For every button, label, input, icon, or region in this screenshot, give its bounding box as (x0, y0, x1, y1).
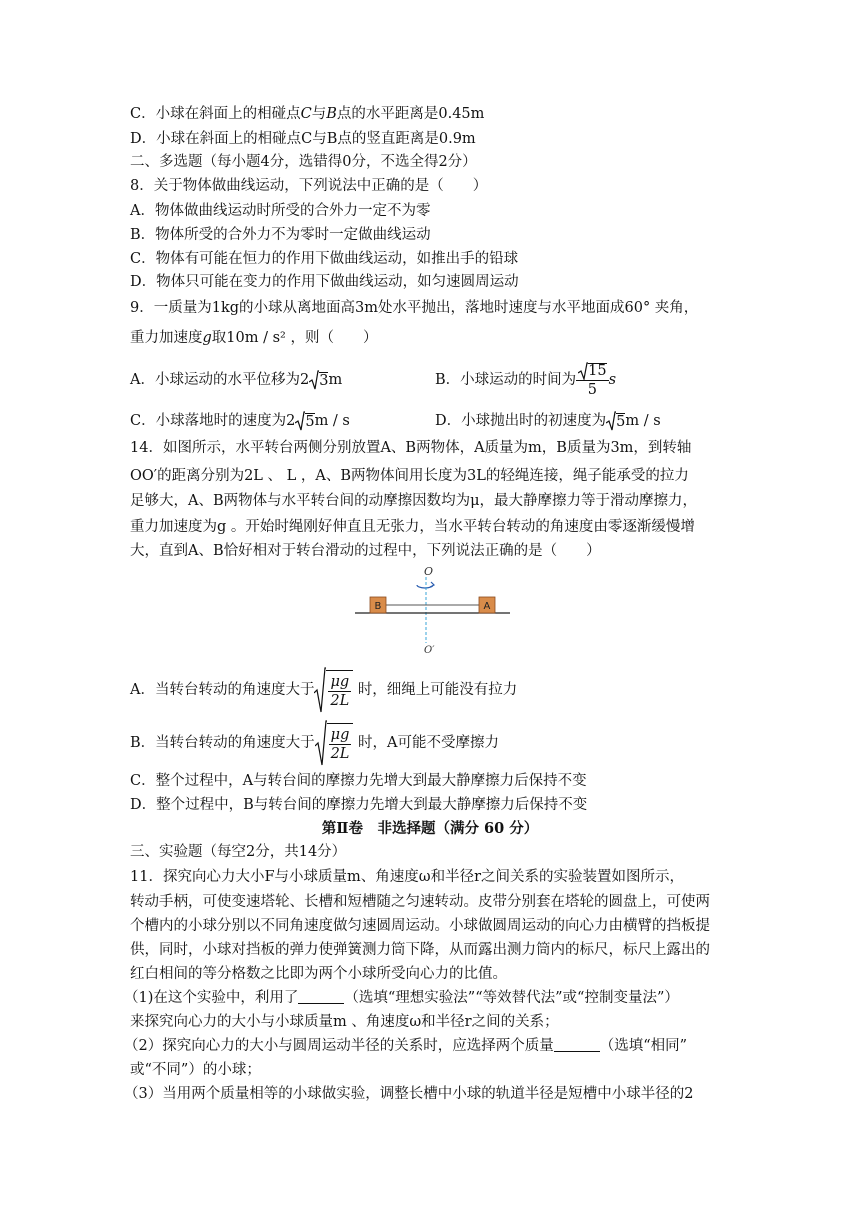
q7-option-c: C．小球在斜面上的相碰点C与B点的水平距离是0.45m (130, 106, 485, 122)
section-multiple-choice: 二、多选题（每小题4分，选错得0分，不选全得2分） (130, 154, 477, 170)
q8-option-c: C．物体有可能在恒力的作用下做曲线运动，如推出手的铅球 (130, 251, 519, 267)
q11-stem-line2: 转动手柄，可使变速塔轮、长槽和短槽随之匀速转动。皮带分别套在塔轮的圆盘上，可使两 (130, 894, 710, 910)
q9-option-c: C．小球落地时的速度为2 5 m / s (130, 413, 350, 430)
axis-label-bottom: O′ (424, 645, 435, 656)
q14-option-a: A．当转台转动的角速度大于 $\frac{\mu g}{2L}$ 时，细绳上可能没有拉力 (130, 663, 730, 717)
q14-option-b: B．当转台转动的角速度大于 $\frac{\mu g}{2L}$ 时，A可能不受摩擦力 (130, 716, 730, 770)
sqrt-sign-icon (314, 667, 326, 713)
sqrt-sign-icon (295, 411, 305, 431)
q14-stem-line5: 大，直到A、B恰好相对于转台滑动的过程中，下列说法正确的是（ ） (130, 543, 601, 559)
q7-option-d: D．小球在斜面上的相碰点C与B点的竖直距离是0.9m (130, 131, 476, 147)
q11-subq2-line1: （2）探究向心力的大小与圆周运动半径的关系时，应选择两个质量 （选填“相同” (124, 1038, 688, 1054)
q11-subq3-line1: （3）当用两个质量相等的小球做实验，调整长槽中小球的轨道半径是短槽中小球半径的2 (124, 1086, 694, 1102)
sqrt-sign-icon (578, 362, 588, 380)
q9-option-b: B．小球运动的时间为 $\frac{15}{5}$ s (435, 362, 617, 398)
q14-option-d: D．整个过程中，B与转台间的摩擦力先增大到最大静摩擦力后保持不变 (130, 797, 588, 813)
sqrt-sign-icon (309, 370, 319, 390)
section-experiment: 三、实验题（每空2分，共14分） (130, 844, 347, 860)
q14-stem-line4: 重力加速度为g 。开始时绳刚好伸直且无张力，当水平转台转动的角速度由零逐渐缓慢增 (130, 519, 695, 535)
q9-option-d: D．小球抛出时的初速度为 5 m / s (435, 413, 661, 430)
q9-option-a: A．小球运动的水平位移为2 3 m (130, 372, 343, 389)
q9-stem-line2: 重力加速度g取10m / s² ，则（ ） (130, 330, 378, 346)
q14-option-c: C．整个过程中，A与转台间的摩擦力先增大到最大静摩擦力后保持不变 (130, 773, 587, 789)
q14-stem-line2: OO′的距离分别为2L 、 L ，A、B两物体间用长度为3L的轻绳连接，绳子能承受的拉力 (130, 468, 689, 484)
q11-subq1-line1: （1)在这个实验中，利用了 （选填“理想实验法”“等效替代法”或“控制变量法”） (124, 990, 679, 1006)
turntable-diagram (355, 563, 510, 658)
q11-subq1-line2: 来探究向心力的大小与小球质量m 、角速度ω和半径r之间的关系； (130, 1014, 559, 1030)
block-b-label: B (374, 601, 382, 612)
q11-subq2-line2: 或“不同”）的小球； (130, 1062, 261, 1078)
q14-stem-line1: 14．如图所示，水平转台两侧分别放置A、B两物体，A质量为m，B质量为3m，到转轴 (130, 440, 692, 456)
axis-label-top: O (424, 565, 434, 578)
q8-option-d: D．物体只可能在变力的作用下做曲线运动，如匀速圆周运动 (130, 274, 519, 290)
q8-option-b: B．物体所受的合外力不为零时一定做曲线运动 (130, 227, 431, 243)
q11-stem-line4: 供，同时，小球对挡板的弹力使弹簧测力筒下降，从而露出测力筒内的标尺，标尺上露出的 (130, 942, 710, 958)
q11-stem-line3: 个槽内的小球分别以不同角速度做匀速圆周运动。小球做圆周运动的向心力由横臂的挡板提 (130, 918, 710, 934)
sqrt-sign-icon (315, 720, 327, 766)
q8-option-a: A．物体做曲线运动时所受的合外力一定不为零 (130, 203, 431, 219)
q9-stem-line1: 9．一质量为1kg的小球从离地面高3m处水平抛出，落地时速度与水平地面成60° 夹角， (130, 300, 699, 316)
q11-stem-line1: 11．探究向心力大小F与小球质量m、角速度ω和半径r之间关系的实验装置如图所示， (130, 869, 685, 885)
q8-stem: 8．关于物体做曲线运动，下列说法中正确的是（ ） (130, 178, 488, 194)
q14-stem-line3: 足够大，A、B两物体与水平转台间的动摩擦因数均为μ，最大静摩擦力等于滑动摩擦力， (130, 493, 698, 509)
answer-blank-2[interactable] (554, 1037, 600, 1052)
sqrt-sign-icon (606, 411, 616, 431)
answer-blank-1[interactable] (298, 989, 344, 1004)
rotation-arrowhead-icon (430, 582, 434, 587)
block-a-label: A (483, 601, 491, 612)
q11-stem-line5: 红白相间的等分格数之比即为两个小球所受向心力的比值。 (130, 966, 507, 982)
part-2-title: 第Ⅱ卷 非选择题（满分 60 分） (321, 820, 539, 837)
